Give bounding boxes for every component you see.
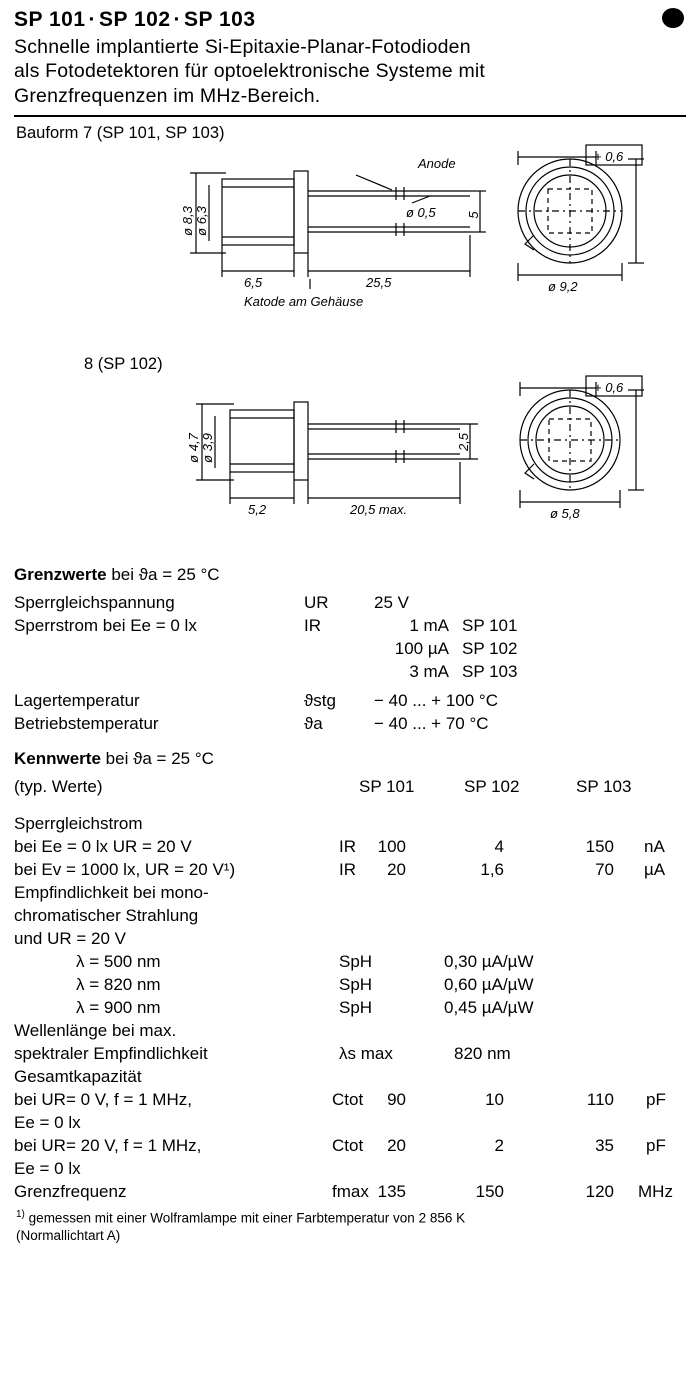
- row-label: λ = 500 nm: [76, 952, 161, 972]
- row-symbol: SpH: [339, 975, 373, 995]
- grenzwerte-table: [0, 587, 700, 737]
- column-header-sp102: SP 102: [464, 777, 520, 797]
- typ-werte-note: (typ. Werte): [14, 777, 103, 797]
- row-label: bei UR= 0 V, f = 1 MHz,: [14, 1090, 192, 1110]
- row-unit: MHz: [638, 1182, 673, 1202]
- row-value-sp102: 2: [494, 1136, 504, 1156]
- type-sp102: SP 102: [99, 8, 171, 31]
- title-separator-1: ·: [88, 8, 97, 31]
- table-row: [14, 1182, 700, 1205]
- row-value-sp102: 150: [475, 1182, 504, 1202]
- row-label: Ee = 0 lx: [14, 1113, 81, 1133]
- table-row: [14, 1090, 700, 1113]
- row-symbol: fmax: [332, 1182, 369, 1202]
- type-sp103: SP 103: [184, 8, 256, 31]
- row-symbol: IR: [304, 616, 321, 636]
- table-row: [14, 593, 700, 616]
- table-row: [14, 929, 700, 952]
- row-value: 100 µA: [394, 639, 449, 659]
- row-value-sp103: 150: [585, 837, 614, 857]
- row-center-value: 0,45 µA/µW: [444, 998, 534, 1018]
- row-label: chromatischer Strahlung: [14, 906, 199, 926]
- row-label: Grenzfrequenz: [14, 1182, 127, 1202]
- table-row: [14, 691, 700, 714]
- row-value-sp103: 120: [585, 1182, 614, 1202]
- drawing-bauform-7: [0, 143, 700, 348]
- row-symbol: ϑstg: [304, 691, 336, 711]
- table-row: [14, 662, 700, 685]
- table-row: [14, 860, 700, 883]
- label-d-inner-1: ø 6,3: [194, 206, 209, 236]
- row-symbol: Ctot: [332, 1136, 364, 1156]
- row-label: bei UR= 20 V, f = 1 MHz,: [14, 1136, 202, 1156]
- row-label: Sperrstrom bei Ee = 0 lx: [14, 616, 197, 636]
- label-lead-dia: ø 0,5: [406, 205, 436, 221]
- title-separator-2: ·: [173, 8, 182, 31]
- row-value-sp101: 90: [387, 1090, 406, 1110]
- row-label: Sperrgleichstrom: [14, 814, 143, 834]
- footnote-line-2: (Normallichtart A): [16, 1227, 121, 1243]
- drawing-bauform-8: [0, 374, 700, 559]
- footnote: [0, 1205, 700, 1244]
- label-d-outer-2: ø 4,7: [186, 433, 201, 463]
- table-row: [14, 952, 700, 975]
- table-row: [14, 714, 700, 737]
- row-center-value: 0,60 µA/µW: [444, 975, 534, 995]
- table-row: [14, 639, 700, 662]
- row-center-value: 820 nm: [454, 1044, 511, 1064]
- grenzwerte-heading-bold: Grenzwerte: [14, 565, 107, 585]
- table-row: [14, 1044, 700, 1067]
- row-symbol: Ctot: [332, 1090, 364, 1110]
- row-label: spektraler Empfindlichkeit: [14, 1044, 208, 1064]
- table-row: [14, 1159, 700, 1182]
- label-katode: Katode am Gehäuse: [244, 294, 364, 310]
- page-header: [0, 0, 700, 108]
- type-sp101: SP 101: [14, 8, 86, 31]
- row-value-sp103: 110: [586, 1090, 614, 1110]
- row-value: 3 mA: [409, 662, 449, 682]
- row-unit: nA: [644, 837, 665, 857]
- row-label: Gesamtkapazität: [14, 1067, 142, 1087]
- drawing-2-caption: 8 (SP 102): [84, 355, 163, 374]
- row-value-sp101: 20: [387, 1136, 406, 1156]
- page-title: [14, 8, 686, 32]
- column-header-sp101: SP 101: [359, 777, 415, 797]
- row-value-sp102: 10: [485, 1090, 504, 1110]
- table-row: [14, 906, 700, 929]
- kennwerte-heading-bold: Kennwerte: [14, 749, 101, 769]
- row-label: bei Ee = 0 lx UR = 20 V: [14, 837, 192, 857]
- subtitle-line-3: Grenzfrequenzen im MHz-Bereich.: [14, 84, 321, 107]
- row-label: Sperrgleichspannung: [14, 593, 175, 613]
- subtitle-line-2: als Fotodetektoren für optoelektronische Systeme mit: [14, 60, 486, 83]
- grenzwerte-heading: [0, 559, 700, 587]
- footnote-line-1: gemessen mit einer Wolframlampe mit einer Farbtemperatur von 2 856 K: [28, 1210, 466, 1226]
- black-dot-marker: [662, 8, 684, 28]
- table-row: [14, 883, 700, 906]
- row-value-sp101: 135: [377, 1182, 406, 1202]
- label-d-inner-2: ø 3,9: [200, 433, 215, 463]
- row-label: Ee = 0 lx: [14, 1159, 81, 1179]
- table-row: [14, 837, 700, 860]
- row-symbol: IR: [339, 837, 356, 857]
- label-body-len-1: 6,5: [244, 275, 263, 291]
- row-value-sp102: 1,6: [480, 860, 504, 880]
- row-type: SP 103: [462, 662, 518, 682]
- row-label: Empfindlichkeit bei mono-: [14, 883, 209, 903]
- row-value-sp101: 20: [387, 860, 406, 880]
- table-row: [14, 998, 700, 1021]
- row-label: Wellenlänge bei max.: [14, 1021, 177, 1041]
- table-row: [14, 616, 700, 639]
- row-value-sp103: 35: [595, 1136, 614, 1156]
- kennwerte-heading-rest: bei ϑa = 25 °C: [105, 749, 214, 769]
- label-d-outer-1: ø 8,3: [180, 206, 195, 236]
- row-label: Betriebstemperatur: [14, 714, 159, 734]
- row-center-value: 0,30 µA/µW: [444, 952, 534, 972]
- table-row: [14, 1136, 700, 1159]
- label-tol-2: + 0,6: [594, 380, 624, 396]
- table-row: [14, 1113, 700, 1136]
- label-circle-dia-1: ø 9,2: [548, 279, 578, 295]
- row-symbol: SpH: [339, 998, 373, 1018]
- row-symbol: λs max: [339, 1044, 393, 1064]
- label-circle-dia-2: ø 5,8: [550, 506, 580, 522]
- row-type: SP 102: [462, 639, 518, 659]
- row-value: − 40 ... + 100 °C: [374, 691, 498, 711]
- row-label: Lagertemperatur: [14, 691, 140, 711]
- row-label: und UR = 20 V: [14, 929, 126, 949]
- row-symbol: UR: [304, 593, 329, 613]
- label-body-len-2: 5,2: [248, 502, 267, 518]
- row-label: λ = 820 nm: [76, 975, 161, 995]
- row-value: 25 V: [374, 593, 409, 613]
- row-label: λ = 900 nm: [76, 998, 161, 1018]
- table-row: [14, 1021, 700, 1044]
- label-lead-len-1: 25,5: [366, 275, 392, 291]
- label-pitch-2: 2,5: [456, 433, 471, 452]
- table-row: [14, 975, 700, 998]
- row-unit: µA: [644, 860, 666, 880]
- row-unit: pF: [646, 1090, 666, 1110]
- label-pitch-1: 5: [466, 211, 481, 219]
- table-row: [14, 814, 700, 837]
- table-header-row: [14, 777, 700, 800]
- kennwerte-heading: [0, 737, 700, 771]
- row-symbol: ϑa: [304, 714, 323, 734]
- row-value-sp101: 100: [377, 837, 406, 857]
- row-symbol: IR: [339, 860, 356, 880]
- column-header-sp103: SP 103: [576, 777, 632, 797]
- row-value-sp103: 70: [595, 860, 614, 880]
- grenzwerte-heading-rest: bei ϑa = 25 °C: [111, 565, 220, 585]
- label-lead-len-2: 20,5 max.: [350, 502, 408, 518]
- label-anode: Anode: [418, 156, 456, 172]
- row-value: − 40 ... + 70 °C: [374, 714, 489, 734]
- label-tol-1: + 0,6: [594, 149, 624, 165]
- row-value-sp102: 4: [494, 837, 504, 857]
- kennwerte-table: [0, 771, 700, 1205]
- row-symbol: SpH: [339, 952, 373, 972]
- drawing-1-caption: Bauform 7 (SP 101, SP 103): [16, 124, 225, 143]
- subtitle-line-1: Schnelle implantierte Si-Epitaxie-Planar-Fotodioden: [14, 36, 471, 58]
- footnote-marker: 1): [16, 1209, 25, 1221]
- row-label: bei Ev = 1000 lx, UR = 20 V¹): [14, 860, 236, 880]
- row-value: 1 mA: [409, 616, 449, 636]
- page-subtitle: [14, 35, 686, 108]
- row-type: SP 101: [462, 616, 518, 636]
- row-unit: pF: [646, 1136, 666, 1156]
- table-row: [14, 1067, 700, 1090]
